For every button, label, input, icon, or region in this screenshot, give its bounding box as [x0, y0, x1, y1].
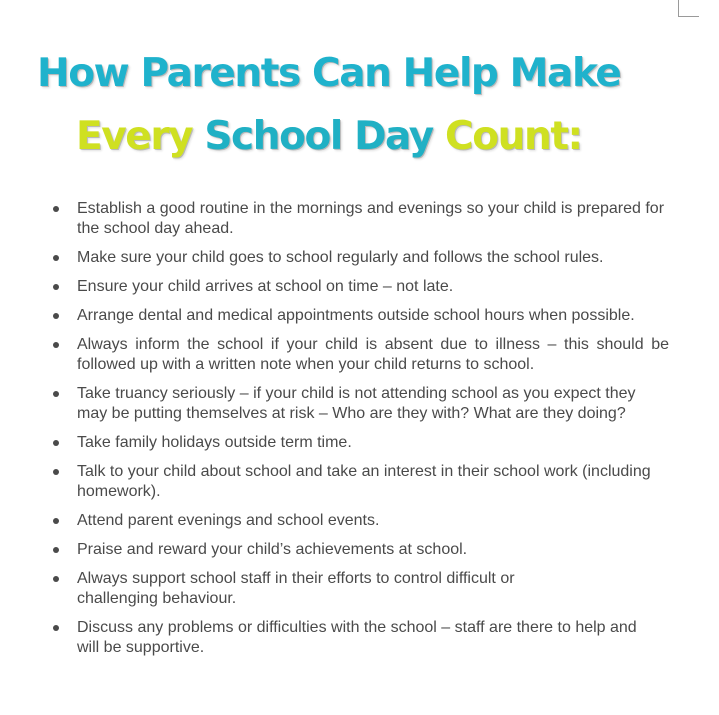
list-item-text: Talk to your child about school and take an interest in their school work (including homework). — [77, 463, 651, 500]
bullet-icon — [53, 469, 59, 475]
page-title-line-2 — [76, 114, 582, 159]
list-item-text: Make sure your child goes to school regularly and follows the school rules. — [77, 249, 604, 266]
list-item-text: Establish a good routine in the mornings and evenings so your child is prepared for the school day ahead. — [77, 200, 665, 237]
list-item — [0, 277, 719, 297]
list-item-text: Attend parent evenings and school events. — [77, 512, 380, 529]
bullet-icon — [53, 576, 59, 582]
title-words-school-day: School Day — [204, 114, 433, 159]
bullet-icon — [53, 547, 59, 553]
bullet-icon — [53, 342, 59, 348]
list-item-text: Praise and reward your child’s achievements at school. — [77, 541, 468, 558]
bullet-icon — [53, 313, 59, 319]
list-item — [0, 511, 719, 531]
bullet-icon — [53, 440, 59, 446]
list-item — [0, 433, 719, 453]
list-item-text: Arrange dental and medical appointments outside school hours when possible. — [77, 307, 635, 324]
list-item — [0, 569, 719, 609]
title-word-every: Every — [76, 114, 193, 159]
list-item — [0, 618, 719, 658]
title-word-count: Count: — [444, 114, 582, 159]
list-item-text: Ensure your child arrives at school on time – not late. — [77, 278, 454, 295]
page-corner-mark — [678, 0, 699, 17]
page-title-line-1 — [37, 51, 621, 96]
bullet-icon — [53, 518, 59, 524]
list-item — [0, 540, 719, 560]
list-item-text: Take family holidays outside term time. — [77, 434, 352, 451]
list-item-text: Always inform the school if your child is absent due to illness – this should be followed up with a written note when your child returns to school. — [77, 336, 669, 373]
list-item-text: Take truancy seriously – if your child is not attending school as you expect they may be putting themselves at risk – Who are they with? What are they doing? — [77, 385, 636, 422]
bullet-icon — [53, 255, 59, 261]
list-item — [0, 248, 719, 268]
list-item — [0, 462, 719, 502]
bullet-icon — [53, 391, 59, 397]
list-item-text: Discuss any problems or difficulties with the school – staff are there to help and will be supportive. — [77, 619, 637, 656]
list-item — [0, 335, 719, 375]
list-item — [0, 199, 719, 239]
tips-list — [0, 199, 719, 667]
list-item-text: Always support school staff in their efforts to control difficult or challenging behaviour. — [77, 570, 515, 607]
bullet-icon — [53, 206, 59, 212]
bullet-icon — [53, 625, 59, 631]
list-item — [0, 384, 719, 424]
list-item — [0, 306, 719, 326]
title-line-1-text: How Parents Can Help Make — [37, 51, 621, 96]
bullet-icon — [53, 284, 59, 290]
